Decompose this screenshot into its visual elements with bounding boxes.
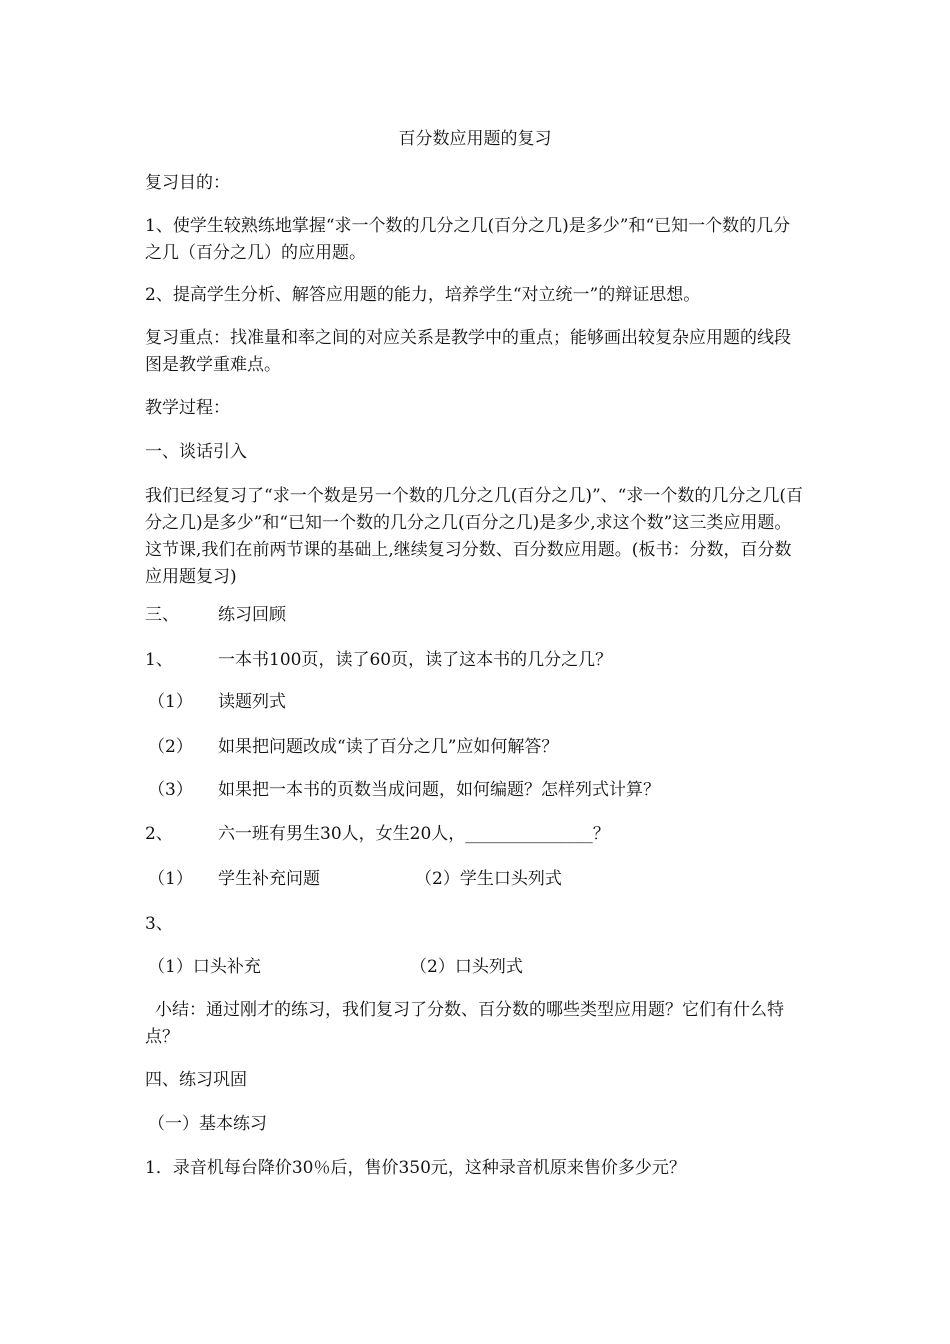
question-2-number: 2、 <box>145 824 173 844</box>
q1-sub-2-text: 如果把问题改成“读了百分之几”应如何解答？ <box>218 737 559 757</box>
q3-sub-2-text: （2）口头列式 <box>410 957 523 977</box>
q1-sub-1-text: 读题列式 <box>218 692 286 712</box>
basic-practice-heading: （一）基本练习 <box>148 1114 267 1134</box>
q1-sub-1-number: （1） <box>148 692 193 712</box>
question-1-number: 1、 <box>145 650 173 670</box>
q3-sub-1-text: （1）口头补充 <box>148 957 261 977</box>
q2-sub-1-number: （1） <box>148 869 193 889</box>
objective-2: 2、提高学生分析、解答应用题的能力，培养学生“对立统一”的辩证思想。 <box>145 285 701 305</box>
section-4-heading: 四、练习巩固 <box>145 1070 247 1090</box>
section-3-number: 三、 <box>145 605 179 625</box>
intro-paragraph: 我们已经复习了“求一个数是另一个数的几分之几(百分之几)”、“求一个数的几分之几(百分之几)是多少”和“已知一个数的几分之几(百分之几)是多少,求这个数”这三类应用题。这节课,我们在前两节课的基础上,继续复习分数、百分数应用题。(板书：分数，百分数应用题复习) <box>145 486 803 587</box>
q1-sub-2-number: （2） <box>148 737 193 757</box>
objective-1: 1、使学生较熟练地掌握“求一个数的几分之几(百分之几)是多少”和“已知一个数的几分之几（百分之几）的应用题。 <box>145 216 791 263</box>
key-points: 复习重点：找准量和率之间的对应关系是教学中的重点；能够画出较复杂应用题的线段图是教学重难点。 <box>145 328 791 375</box>
page-title: 百分数应用题的复习 <box>398 129 552 149</box>
process-heading: 教学过程： <box>145 398 230 418</box>
q2-sub-2-text: （2）学生口头列式 <box>415 869 562 889</box>
summary-paragraph: 小结：通过刚才的练习，我们复习了分数、百分数的哪些类型应用题？它们有什么特点？ <box>145 1000 784 1047</box>
section-3-heading: 练习回顾 <box>218 605 286 625</box>
objectives-heading: 复习目的： <box>145 173 230 193</box>
question-1-text: 一本书100页，读了60页，读了这本书的几分之几？ <box>218 650 613 670</box>
q2-sub-1-text: 学生补充问题 <box>218 869 320 889</box>
basic-practice-item-1: 1．录音机每台降价30％后，售价350元，这种录音机原来售价多少元？ <box>145 1158 686 1178</box>
q1-sub-3-text: 如果把一本书的页数当成问题，如何编题？怎样列式计算？ <box>218 780 660 800</box>
question-3-number: 3、 <box>145 914 173 934</box>
question-2-text: 六一班有男生30人，女生20人，_______________？ <box>218 824 610 844</box>
q1-sub-3-number: （3） <box>148 780 193 800</box>
section-1-heading: 一、谈话引入 <box>145 442 247 462</box>
